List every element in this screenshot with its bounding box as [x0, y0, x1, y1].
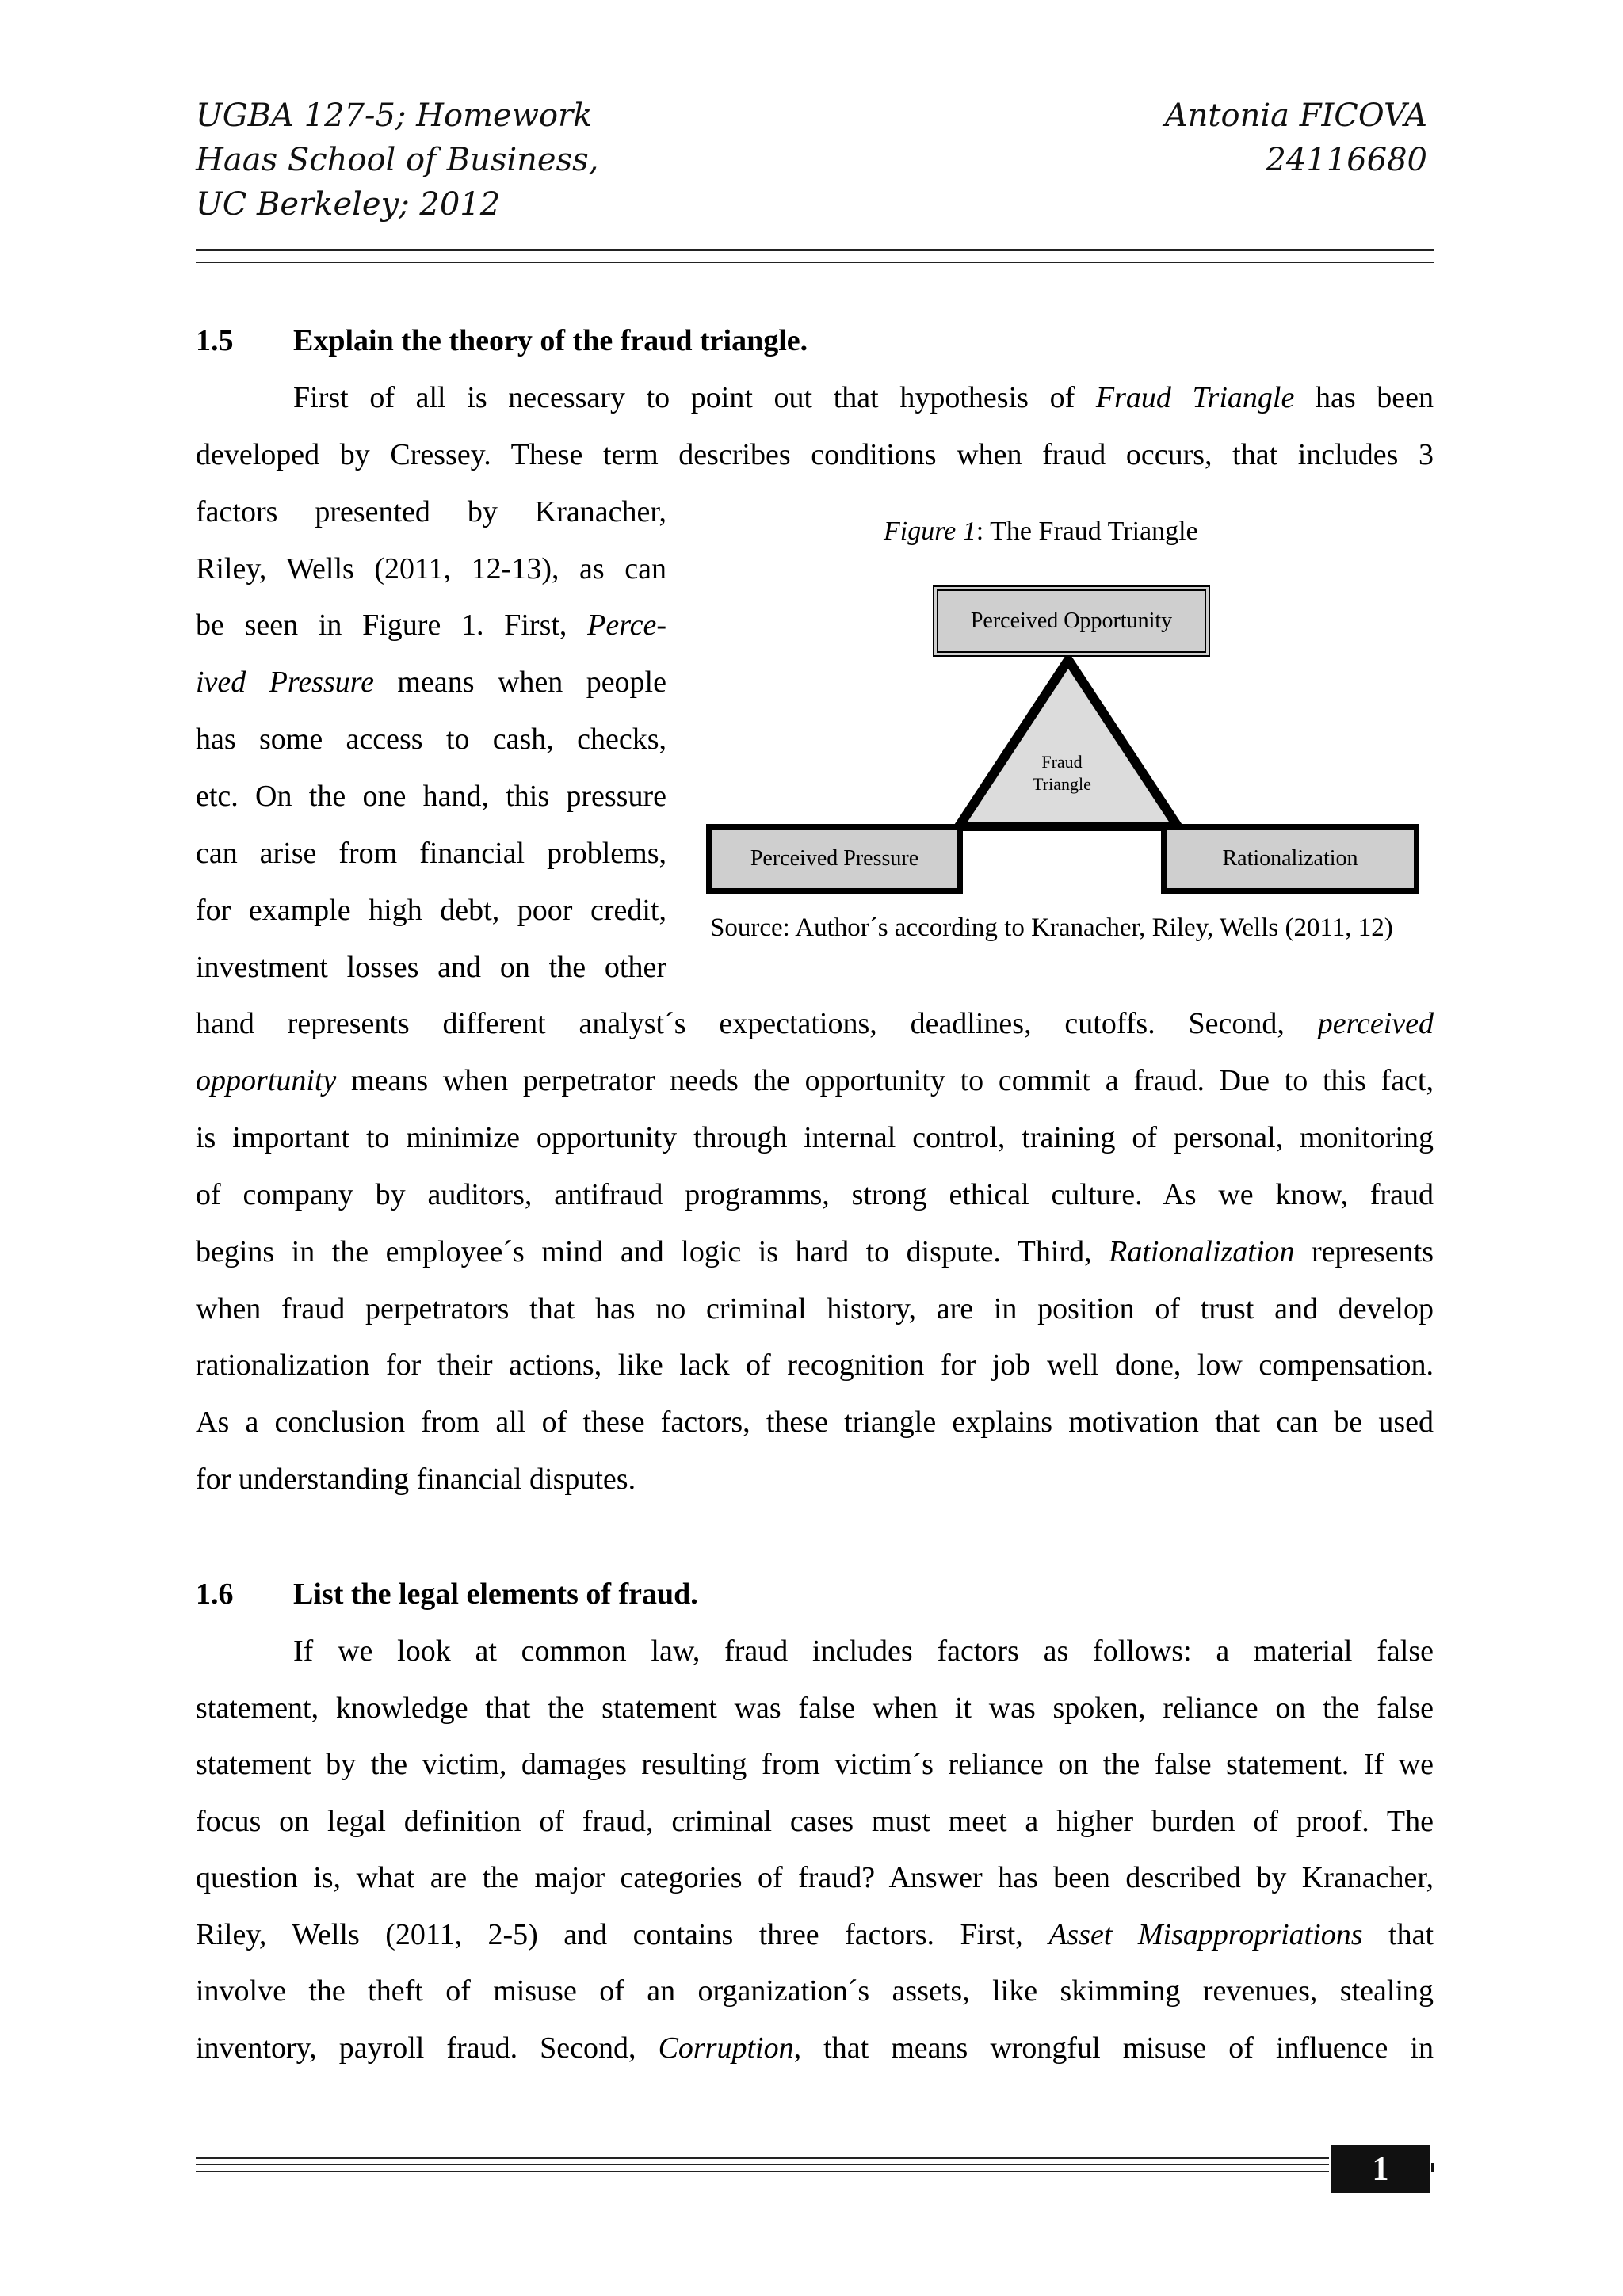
section-1-6-heading [196, 1577, 698, 1611]
header-university: UC Berkeley; 2012 [196, 186, 501, 223]
section-1-6-title: List the legal elements of fraud. [293, 1577, 698, 1611]
text-line: opportunity means when perpetrator needs the opportunity to commit a fraud. Due to this fact, [196, 1064, 1434, 1098]
fraud-triangle-shape [949, 654, 1187, 832]
page-number-tick [1431, 2163, 1434, 2172]
text-line: ived Pressure means when people [196, 666, 666, 700]
section-1-6-number: 1.6 [196, 1577, 234, 1611]
text-line: question is, what are the major categories of fraud? Answer has been described by Kranacher, [196, 1861, 1434, 1894]
text-line: involve the theft of misuse of an organization´s assets, like skimming revenues, stealing [196, 1974, 1434, 2008]
footer-rule-thin-2 [196, 2171, 1329, 2172]
section-1-5-title: Explain the theory of the fraud triangle. [293, 324, 808, 357]
text-line: First of all is necessary to point out that hypothesis of Fraud Triangle has been [293, 381, 1434, 414]
header-school: Haas School of Business, [196, 142, 599, 178]
box-rationalization: Rationalization [1161, 824, 1419, 894]
header-right [1165, 93, 1427, 182]
header-student-id: 24116680 [1266, 142, 1427, 178]
text-line: investment losses and on the other [196, 950, 666, 984]
text-line: As a conclusion from all of these factors, these triangle explains motivation that can be used [196, 1405, 1434, 1440]
text-line: Riley, Wells (2011, 2-5) and contains three factors. First, Asset Misappropriations that [196, 1917, 1434, 1951]
header-left [196, 93, 598, 227]
text-line: is important to minimize opportunity through internal control, training of personal, monitoring [196, 1121, 1434, 1155]
triangle-label: Fraud Triangle [1033, 752, 1091, 794]
box-perceived-opportunity: Perceived Opportunity [933, 585, 1210, 657]
text-line: rationalization for their actions, like lack of recognition for job well done, low compensation. [196, 1348, 1434, 1383]
text-line: developed by Cressey. These term describes conditions when fraud occurs, that includes 3 [196, 437, 1434, 471]
text-line: for example high debt, poor credit, [196, 893, 666, 927]
text-line: statement, knowledge that the statement was false when it was spoken, reliance on the false [196, 1691, 1434, 1725]
figure-title: Figure 1: The Fraud Triangle [884, 517, 1198, 546]
text-line: begins in the employee´s mind and logic is hard to dispute. Third, Rationalization represents [196, 1234, 1434, 1268]
footer-rule-thin [196, 2164, 1329, 2165]
text-line: hand represents different analyst´s expectations, deadlines, cutoffs. Second, perceived [196, 1007, 1434, 1041]
box-perceived-pressure: Perceived Pressure [706, 824, 963, 894]
figure-source: Source: Author´s according to Kranacher, Riley, Wells (2011, 12) [710, 913, 1393, 942]
text-line: statement by the victim, damages resulting from victim´s reliance on the false statement. If we [196, 1748, 1434, 1781]
page-number: 1 [1331, 2145, 1430, 2193]
section-1-5-number: 1.5 [196, 324, 234, 357]
text-line: focus on legal definition of fraud, criminal cases must meet a higher burden of proof. The [196, 1804, 1434, 1838]
footer-rule [196, 2157, 1329, 2159]
header-rule-thin-2 [196, 262, 1434, 263]
section-1-5-heading [196, 323, 808, 358]
text-line: for understanding financial disputes. [196, 1463, 636, 1497]
text-line: when fraud perpetrators that has no criminal history, are in position of trust and develop [196, 1291, 1434, 1325]
text-line: If we look at common law, fraud includes factors as follows: a material false [293, 1634, 1434, 1668]
text-line: Riley, Wells (2011, 12-13), as can [196, 551, 666, 585]
text-line: be seen in Figure 1. First, Perce- [196, 608, 666, 643]
text-line: factors presented by Kranacher, [196, 494, 666, 528]
text-line: etc. On the one hand, this pressure [196, 779, 666, 813]
text-line: can arise from financial problems, [196, 836, 666, 870]
header-rule [196, 249, 1434, 251]
header-author: Antonia FICOVA [1164, 97, 1427, 134]
text-line: inventory, payroll fraud. Second, Corruption, that means wrongful misuse of influence in [196, 2031, 1434, 2065]
header-course: UGBA 127-5; Homework [196, 97, 593, 134]
text-line: has some access to cash, checks, [196, 723, 666, 757]
text-line: of company by auditors, antifraud programms, strong ethical culture. As we know, fraud [196, 1177, 1434, 1211]
